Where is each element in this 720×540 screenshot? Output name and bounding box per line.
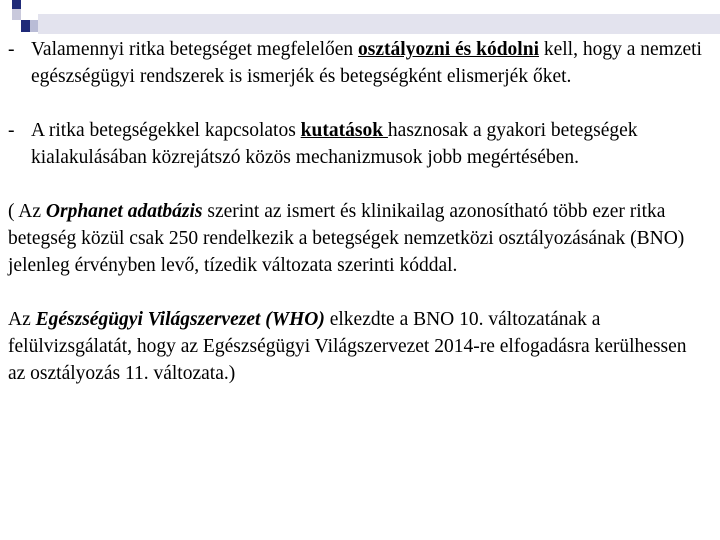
bullet-text-pre: Valamennyi ritka betegséget megfelelően [31, 39, 359, 60]
slide-body [8, 36, 708, 387]
paragraph-who [8, 306, 708, 387]
paragraph-emphasis: Egészségügyi Világszervezet (WHO) [35, 309, 325, 330]
bullet-dash: - [8, 120, 15, 141]
bullet-research [8, 117, 708, 171]
paragraph-text-post: elkezdte a BNO 10. változatának a felülvizsgálatát, hogy az Egészségügyi Világszervezet 2014-re elfogadásra kerülhessen az osztályozás 11. változata.) [8, 309, 687, 384]
bullet-emphasis: osztályozni és kódolni [358, 39, 539, 60]
paragraph-text-pre: ( Az [8, 201, 46, 222]
paragraph-emphasis: Orphanet adatbázis [45, 201, 203, 222]
paragraph-text-post: szerint az ismert és klinikailag azonosítható több ezer ritka betegség közül csak 250 rendelkezik a betegségek nemzetközi osztályozásának (BNO) jelenleg érvényben levő, tízedik változata szerinti kóddal. [8, 201, 685, 276]
header-rule [38, 14, 720, 34]
paragraph-orphanet [8, 198, 708, 279]
decor-square-light-1 [12, 9, 21, 20]
paragraph-text-pre: Az [8, 309, 36, 330]
bullet-text-post: hasznosak a gyakori betegségek kialakulásában közrejátszó közös mechanizmusok jobb megértésében. [31, 120, 638, 168]
decor-square-white [21, 9, 30, 20]
bullet-classification [8, 36, 708, 90]
bullet-text-pre: A ritka betegségekkel kapcsolatos [31, 120, 301, 141]
bullet-dash: - [8, 39, 15, 60]
decor-square-dark-1 [12, 0, 21, 9]
bullet-text-post: kell, hogy a nemzeti egészségügyi rendszerek is ismerjék és betegségként elismerjék őket. [31, 39, 702, 87]
slide-decoration [0, 0, 720, 40]
decor-square-dark-2 [21, 20, 30, 32]
bullet-emphasis: kutatások [300, 120, 388, 141]
